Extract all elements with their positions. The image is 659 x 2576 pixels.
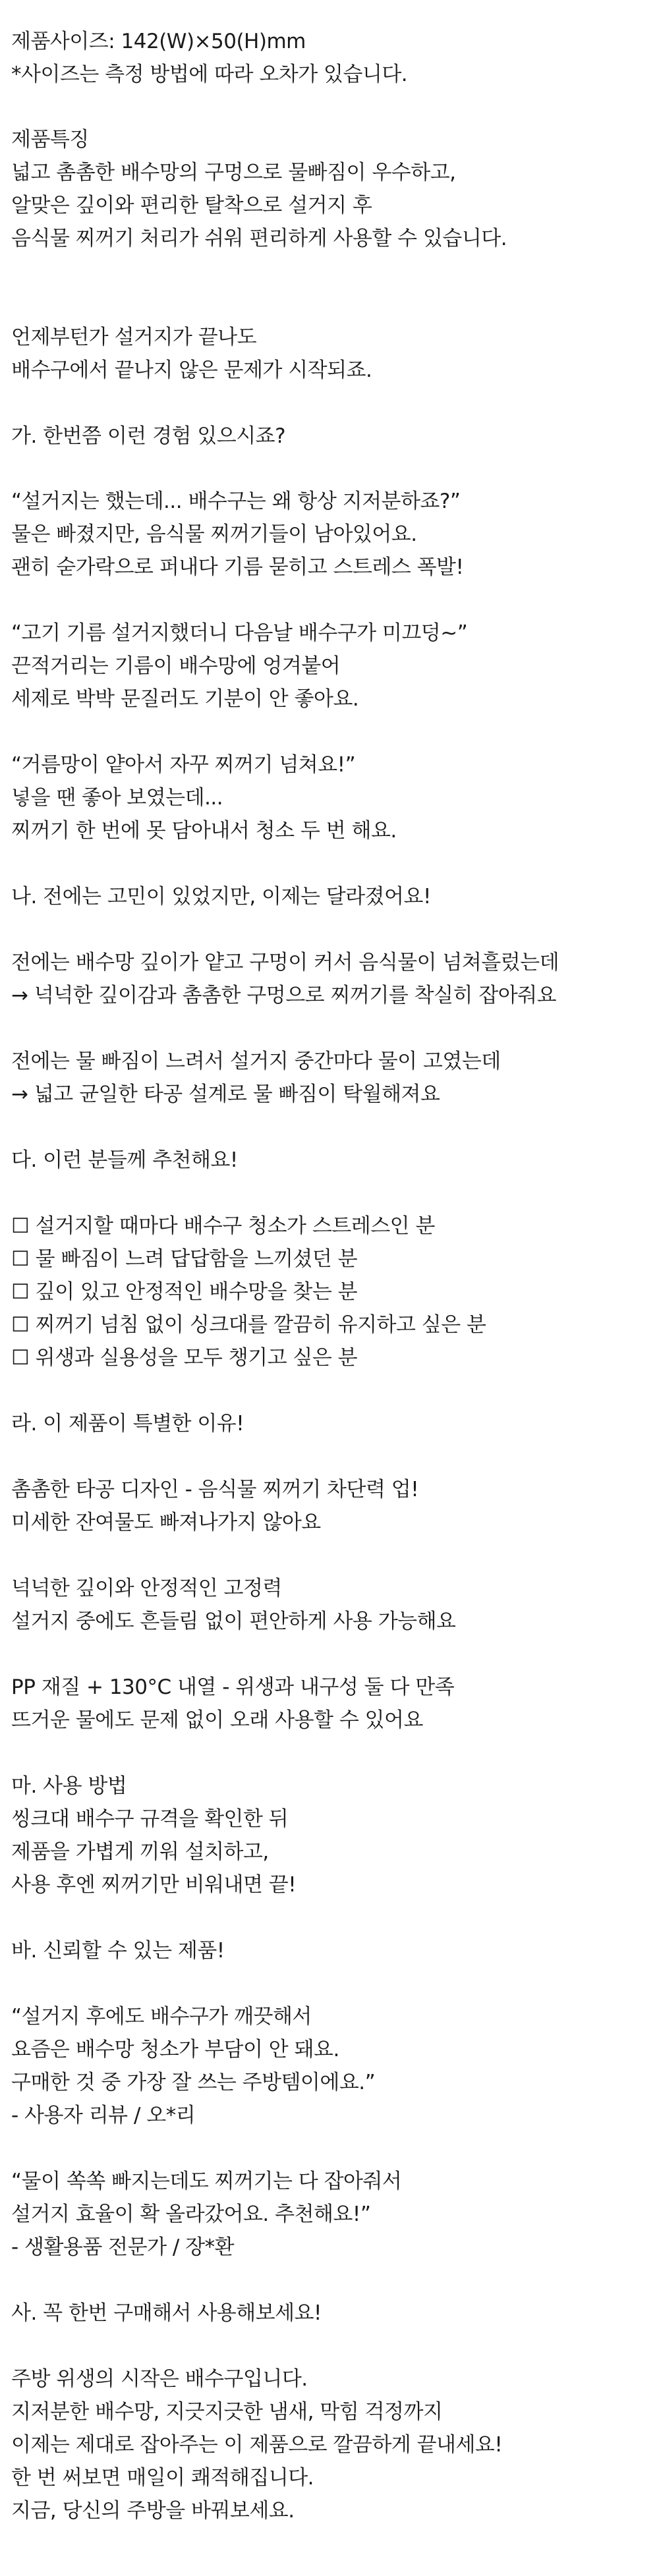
intro-text-line: 언제부턴가 설거지가 끝나도 (11, 325, 257, 349)
body-text-line: 찌꺼기 한 번에 못 담아내서 청소 두 번 해요. (11, 819, 397, 843)
checklist-item: ☐ 깊이 있고 안정적인 배수망을 찾는 분 (11, 1280, 358, 1304)
feature-text-line: 음식물 찌꺼기 처리가 쉬워 편리하게 사용할 수 있습니다. (11, 227, 507, 250)
usage-text-line: 제품을 가볍게 끼워 설치하고, (11, 1840, 269, 1864)
review-quote-line: 구매한 것 중 가장 잘 쓰는 주방템이에요.” (11, 2071, 376, 2094)
after-text-line: → 넉넉한 깊이감과 촘촘한 구멍으로 찌꺼기를 착실히 잡아줘요 (11, 984, 557, 1007)
reason-text-line: 뜨거운 물에도 문제 없이 오래 사용할 수 있어요 (11, 1708, 423, 1732)
size-error-note: *사이즈는 측정 방법에 따라 오차가 있습니다. (11, 63, 408, 86)
closing-text-line: 한 번 써보면 매일이 쾌적해집니다. (11, 2466, 314, 2490)
checklist-item: ☐ 찌꺼기 넘침 없이 싱크대를 깔끔히 유지하고 싶은 분 (11, 1313, 486, 1337)
before-text-line: 전에는 물 빠짐이 느려서 설거지 중간마다 물이 고였는데 (11, 1050, 501, 1073)
section-heading-sa: 사. 꼭 한번 구매해서 사용해보세요! (11, 2301, 322, 2325)
section-heading-da: 다. 이런 분들께 추천해요! (11, 1148, 238, 1172)
closing-text-line: 지저분한 배수망, 지긋지긋한 냄새, 막힘 걱정까지 (11, 2400, 443, 2424)
body-text-line: 세제로 박박 문질러도 기분이 안 좋아요. (11, 687, 359, 711)
feature-text-line: 넓고 촘촘한 배수망의 구멍으로 물빠짐이 우수하고, (11, 161, 456, 184)
reason-text-line: 미세한 잔여물도 빠져나가지 않아요 (11, 1511, 321, 1534)
reason-text-line: 설거지 중에도 흔들림 없이 편안하게 사용 가능해요 (11, 1610, 456, 1633)
section-heading-na: 나. 전에는 고민이 있었지만, 이제는 달라졌어요! (11, 885, 431, 909)
closing-text-line: 지금, 당신의 주방을 바꿔보세요. (11, 2499, 295, 2523)
body-text-line: 괜히 숟가락으로 퍼내다 기름 묻히고 스트레스 폭발! (11, 555, 464, 579)
usage-text-line: 씽크대 배수구 규격을 확인한 뒤 (11, 1807, 289, 1831)
quote-line: “거름망이 얕아서 자꾸 찌꺼기 넘쳐요!” (11, 753, 356, 777)
usage-text-line: 사용 후엔 찌꺼기만 비워내면 끝! (11, 1873, 297, 1897)
checklist-item: ☐ 물 빠짐이 느려 답답함을 느끼셨던 분 (11, 1247, 358, 1271)
body-text-line: 넣을 땐 좋아 보였는데... (11, 786, 223, 810)
review-quote-line: “설거지 후에도 배수구가 깨끗해서 (11, 2005, 312, 2029)
section-heading-ga: 가. 한번쯤 이런 경험 있으시죠? (11, 424, 286, 448)
reason-text-line: PP 재질 + 130°C 내열 - 위생과 내구성 둘 다 만족 (11, 1675, 455, 1699)
after-text-line: → 넓고 균일한 타공 설계로 물 빠짐이 탁월해져요 (11, 1082, 440, 1106)
review-quote-line: “물이 쏙쏙 빠지는데도 찌꺼기는 다 잡아줘서 (11, 2170, 402, 2193)
features-heading: 제품특징 (11, 128, 89, 152)
section-heading-ba: 바. 신뢰할 수 있는 제품! (11, 1939, 225, 1963)
review-author: - 생활용품 전문가 / 장*환 (11, 2235, 235, 2259)
section-heading-ra: 라. 이 제품이 특별한 이유! (11, 1412, 244, 1436)
body-text-line: 끈적거리는 기름이 배수망에 엉겨붙어 (11, 654, 341, 678)
before-text-line: 전에는 배수망 깊이가 얕고 구멍이 커서 음식물이 넘쳐흘렀는데 (11, 951, 559, 974)
intro-text-line: 배수구에서 끝나지 않은 문제가 시작되죠. (11, 358, 372, 382)
reason-text-line: 촘촘한 타공 디자인 - 음식물 찌꺼기 차단력 업! (11, 1478, 419, 1501)
closing-text-line: 이제는 제대로 잡아주는 이 제품으로 깔끔하게 끝내세요! (11, 2433, 503, 2457)
review-quote-line: 설거지 효율이 확 올라갔어요. 추천해요!” (11, 2202, 371, 2226)
quote-line: “설거지는 했는데... 배수구는 왜 항상 지저분하죠?” (11, 490, 461, 513)
checklist-item: ☐ 설거지할 때마다 배수구 청소가 스트레스인 분 (11, 1214, 435, 1238)
reason-text-line: 넉넉한 깊이와 안정적인 고정력 (11, 1577, 282, 1600)
feature-text-line: 알맞은 깊이와 편리한 탈착으로 설거지 후 (11, 194, 372, 217)
closing-text-line: 주방 위생의 시작은 배수구입니다. (11, 2367, 308, 2391)
review-quote-line: 요즘은 배수망 청소가 부담이 안 돼요. (11, 2038, 339, 2061)
body-text-line: 물은 빠졌지만, 음식물 찌꺼기들이 남아있어요. (11, 522, 417, 546)
checklist-item: ☐ 위생과 실용성을 모두 챙기고 싶은 분 (11, 1346, 358, 1370)
review-author: - 사용자 리뷰 / 오*리 (11, 2104, 196, 2127)
quote-line: “고기 기름 설거지했더니 다음날 배수구가 미끄덩~” (11, 621, 468, 645)
section-heading-ma: 마. 사용 방법 (11, 1774, 127, 1798)
product-size-text: 제품사이즈: 142(W)×50(H)mm (11, 30, 306, 53)
